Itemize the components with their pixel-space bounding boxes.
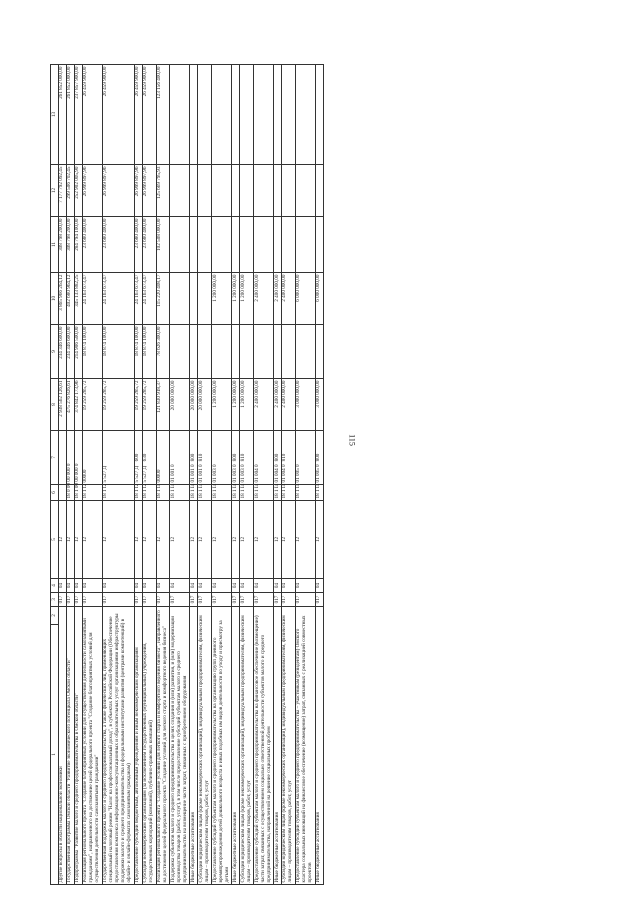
row-value-cell: 1 200 000,00 (240, 273, 254, 325)
row-value-cell: 121 830 918,37 (156, 379, 170, 431)
row-value-cell: 18 1 I4 01 004 0 (254, 485, 274, 501)
row-name-cell: Реализация регионального проекта "Создание благоприятных условий для осуществления деятельности самозанятыми гражданами", направленного на достижение целей федерального проекта "Создание благоприятных условий для осуществления деятельности самозанятыми гражданами" (82, 607, 102, 885)
budget-table (50, 64, 324, 885)
row-value-cell (212, 165, 232, 217)
header-cell: 5 (51, 501, 59, 579)
row-value-cell: 18 1 I4 01 003 0 (212, 485, 232, 501)
row-name-cell: Подпрограмма "Развитие малого и среднего предпринимательства в Омской области" (74, 607, 82, 885)
row-value-cell (58, 431, 66, 485)
row-value-cell (281, 65, 295, 165)
row-value-cell: 017 (190, 593, 198, 607)
row-value-cell: 1 200 000,00 (212, 273, 232, 325)
row-value-cell: 26 459 900,00 (82, 65, 102, 165)
row-value-cell: 18 874 100,00 (102, 325, 134, 379)
row-value-cell: 810 (240, 431, 254, 485)
row-value-cell: 26 999 897,96 (134, 165, 142, 217)
row-value-cell (274, 165, 282, 217)
row-value-cell (190, 273, 198, 325)
row-value-cell: 18 1 I4 01 001 0 (198, 485, 212, 501)
table-row (232, 65, 240, 885)
header-cell: 11 (51, 217, 59, 273)
row-value-cell: 12 (170, 501, 190, 579)
row-value-cell (170, 165, 190, 217)
row-value-cell (232, 165, 240, 217)
row-value-cell: 2 400 000,00 (274, 379, 282, 431)
row-name-cell: Предоставление субсидий субъектам малого и среднего предпринимательства – участникам (резидентам) Омского кластера социальных инноваций на финансовое обеспечение (возмещение) затрат, связанных с реализацией совместных проектов (295, 607, 315, 885)
row-value-cell (240, 165, 254, 217)
row-value-cell (58, 485, 66, 501)
row-name-cell: Предоставление субсидий субъектам малого и среднего предпринимательства на финансовое обеспечение (возмещение) части затрат, связанных с осуществлением социально ответственной деятельности субъектов малого и среднего предпринимательства, направленной на решение социальных проблем (254, 607, 274, 885)
row-value-cell: 18 0 00 00 000 0 (66, 463, 73, 499)
rotated-table-wrapper (50, 65, 640, 885)
row-name-cell: Государственная программа Омской области "Развитие экономического потенциала Омской области" (66, 607, 74, 885)
table-row (156, 65, 170, 885)
row-value-cell: 810 (198, 431, 212, 485)
row-value-cell (190, 217, 198, 273)
row-value-cell: 2 400 000,00 (254, 273, 274, 325)
row-value-cell (274, 65, 282, 165)
row-value-cell: 26 459 900,00 (102, 65, 134, 165)
row-value-cell: 374 842 173,96 (74, 379, 82, 431)
row-name-cell: Субсидии юридическим лицам (кроме некоммерческих организаций), индивидуальным предпринимателям, физическим лицам – производителям товаров, работ, услуг (281, 607, 295, 885)
row-value-cell: 402 680 964,12 (66, 273, 74, 325)
row-value-cell: 261 852 000,00 (58, 65, 66, 165)
row-value-cell: 18 1 I2 5 527 Д (142, 485, 156, 501)
row-value-cell: 04 (190, 579, 198, 593)
row-value-cell: 04 (170, 579, 190, 593)
row-value-cell: 017 (156, 593, 170, 607)
row-value-cell: 2 400 000,00 (281, 379, 295, 431)
row-value-cell: 630 (142, 431, 156, 485)
row-name-cell: Иные бюджетные ассигнования (190, 607, 198, 885)
row-value-cell (281, 217, 295, 273)
table-row (315, 65, 323, 885)
row-value-cell: 12 (254, 501, 274, 579)
row-value-cell: 18 874 100,00 (134, 325, 142, 379)
row-value-cell: 284 794 100,00 (74, 217, 82, 273)
row-value-cell: 18 1 I4 00000 (156, 485, 170, 501)
row-value-cell (281, 325, 295, 379)
row-name-cell: Предоставление субсидий субъектам малого и среднего предпринимательства на организацию групп дневного времяпрепровождения детей дошкольного возраста и иных подобных им видов деятельности по уходу и присмотру за детьми (212, 607, 232, 885)
row-value-cell (198, 165, 212, 217)
row-value-cell: 24 163 673,47 (142, 273, 156, 325)
row-value-cell (295, 325, 315, 379)
row-value-cell: 017 (66, 593, 74, 607)
row-value-cell (190, 165, 198, 217)
row-value-cell (198, 217, 212, 273)
table-row (170, 65, 190, 885)
row-name-cell: Предоставление субсидий бюджетным, автономным учреждениям и иным некоммерческим организациям (134, 607, 142, 885)
row-value-cell: 18 874 100,00 (142, 325, 156, 379)
header-cell: 10 (51, 273, 59, 325)
row-value-cell: 125 669 795,93 (156, 165, 170, 217)
row-value-cell: 18 1 I4 01 004 0 (281, 485, 295, 501)
header-cell: 1 (51, 625, 59, 885)
table-row (281, 65, 295, 885)
row-name-cell: Реализация регионального проекта "Создание условий для легкого старта и комфортного ведения бизнеса", направленного на достижение целей федерального проекта "Создание условий для легкого старта и комфортного ведения бизнеса" (156, 607, 170, 885)
row-value-cell: 04 (281, 579, 295, 593)
table-row (198, 65, 212, 885)
row-value-cell: 017 (281, 593, 295, 607)
row-value-cell: 26 459 900,00 (142, 65, 156, 165)
row-value-cell: 261 852 000,00 (66, 65, 74, 165)
row-value-cell: 12 (82, 501, 102, 579)
row-value-cell: 78 626 300,00 (156, 325, 170, 379)
row-value-cell: 12 (102, 501, 134, 579)
row-value-cell: 3 000 000,00 (295, 379, 315, 431)
row-value-cell (212, 65, 232, 165)
row-value-cell (232, 217, 240, 273)
row-value-cell (295, 217, 315, 273)
row-value-cell (254, 65, 274, 165)
page-number: 115 (347, 434, 357, 446)
row-value-cell: 252 902 005,90 (74, 165, 82, 217)
row-value-cell: 12 (66, 501, 74, 579)
row-value-cell: 23 680 400,00 (134, 217, 142, 273)
row-value-cell: 12 (142, 501, 156, 579)
row-value-cell: 1 200 000,00 (240, 379, 254, 431)
row-value-cell: 7 177 792 092,45 (58, 165, 66, 217)
row-value-cell: 04 (240, 579, 254, 593)
row-value-cell: 800 (315, 431, 323, 485)
row-value-cell: 017 (315, 593, 323, 607)
row-value-cell: 18 1 00 00 000 0 (74, 463, 81, 499)
row-value-cell: 18 1 I4 01 001 0 (170, 485, 190, 501)
row-value-cell (274, 325, 282, 379)
row-value-cell: 19 259 285,72 (142, 379, 156, 431)
table-row (240, 65, 254, 885)
row-value-cell: 19 259 285,72 (102, 379, 134, 431)
row-value-cell (240, 65, 254, 165)
row-value-cell: 20 000 000,00 (170, 379, 190, 431)
row-value-cell: 24 163 673,47 (102, 273, 134, 325)
row-value-cell: 04 (142, 579, 156, 593)
row-value-cell: 20 000 000,00 (190, 379, 198, 431)
row-value-cell: 12 (156, 501, 170, 579)
row-value-cell (232, 325, 240, 379)
row-value-cell: 20 000 000,00 (198, 379, 212, 431)
row-value-cell: 12 (315, 501, 323, 579)
row-name-cell: Иные бюджетные ассигнования (315, 607, 323, 885)
row-value-cell: 12 (198, 501, 212, 579)
row-value-cell (170, 273, 190, 325)
row-value-cell: 800 (232, 431, 240, 485)
row-value-cell: 04 (134, 579, 142, 593)
row-value-cell: 2 400 000,00 (274, 273, 282, 325)
row-value-cell: 04 (74, 579, 82, 593)
row-value-cell: 12 (240, 501, 254, 579)
row-value-cell (190, 325, 198, 379)
row-value-cell: 04 (156, 579, 170, 593)
row-name-cell: Иные бюджетные ассигнования (232, 607, 240, 885)
row-value-cell (170, 65, 190, 165)
row-value-cell: 1 200 000,00 (212, 379, 232, 431)
row-value-cell: 12 (212, 501, 232, 579)
row-value-cell: 04 (102, 579, 134, 593)
row-value-cell: 123 156 400,00 (156, 65, 170, 165)
row-value-cell: 017 (212, 593, 232, 607)
row-value-cell: 04 (82, 579, 102, 593)
table-row (134, 65, 142, 885)
row-value-cell: 1 200 000,00 (232, 273, 240, 325)
row-value-cell (254, 165, 274, 217)
row-value-cell: 18 1 I2 5 527 Д (134, 465, 141, 499)
row-value-cell: 017 (254, 593, 274, 607)
table-row (212, 65, 232, 885)
row-value-cell: 017 (58, 593, 66, 607)
row-value-cell: 1 200 000,00 (232, 379, 240, 431)
row-value-cell (170, 217, 190, 273)
row-value-cell (232, 65, 240, 165)
row-value-cell: 23 680 400,00 (102, 217, 134, 273)
row-value-cell: 19 259 285,72 (134, 379, 142, 431)
row-value-cell: 017 (295, 593, 315, 607)
row-value-cell: 18 1 I4 01 004 0 (273, 464, 280, 499)
row-value-cell: 18 1 I2 5 527 Д (102, 485, 134, 501)
row-value-cell: 04 (198, 579, 212, 593)
row-value-cell: 3 000 000,00 (315, 379, 323, 431)
table-row (254, 65, 274, 885)
row-value-cell: 12 (190, 501, 198, 579)
row-value-cell (315, 65, 323, 165)
row-value-cell (198, 65, 212, 165)
row-value-cell: 017 (232, 593, 240, 607)
row-value-cell (198, 273, 212, 325)
row-name-cell: Субсидии юридическим лицам (кроме некоммерческих организаций), индивидуальным предпринимателям, физическим лицам – производителям товаров, работ, услуг (198, 607, 212, 885)
row-value-cell: 04 (58, 579, 66, 593)
row-value-cell: 12 (232, 501, 240, 579)
table-row (190, 65, 198, 885)
header-cell: 2 (51, 607, 59, 625)
row-name-cell: Другие вопросы в области национальной экономики (58, 607, 66, 885)
row-value-cell (198, 325, 212, 379)
row-name-cell: Поддержка субъектов малого и среднего предпринимательства в целях создания и (или) развития, и (или) модернизации производства товаров (работ, услуг), в том числе предоставление субсидий субъектам малого и среднего предпринимательства на возмещение части затрат, связанных с приобретением оборудования (170, 607, 190, 885)
row-value-cell: 017 (102, 593, 134, 607)
header-cell: 3 (51, 593, 59, 607)
row-value-cell: 19 259 285,72 (82, 379, 102, 431)
table-row (82, 65, 102, 885)
row-value-cell: 475 276 826,61 (66, 379, 74, 431)
table-body (58, 65, 323, 885)
row-value-cell: 017 (74, 593, 82, 607)
table-row (295, 65, 315, 885)
row-value-cell (190, 65, 198, 165)
row-value-cell: 234 346 600,00 (58, 325, 66, 379)
row-value-cell: 237 857 900,00 (74, 65, 82, 165)
header-cell: 6 (51, 485, 59, 501)
row-value-cell: 24 163 673,47 (134, 273, 142, 325)
row-value-cell: 12 (58, 501, 66, 579)
row-value-cell: 12 (295, 501, 315, 579)
row-value-cell (281, 165, 295, 217)
row-value-cell: 18 1 I2 00000 (82, 485, 102, 501)
row-value-cell (315, 325, 323, 379)
row-value-cell: 12 (274, 501, 282, 579)
row-value-cell: 308 798 200,00 (66, 217, 74, 273)
row-value-cell: 017 (240, 593, 254, 607)
row-value-cell: 2 400 000,00 (254, 379, 274, 431)
row-value-cell: 12 (74, 501, 82, 579)
row-value-cell: 24 163 673,47 (82, 273, 102, 325)
row-value-cell (240, 325, 254, 379)
table-row (102, 65, 134, 885)
row-value-cell (212, 217, 232, 273)
header-cell: 4 (51, 579, 59, 593)
header-cell: 12 (51, 165, 59, 217)
row-value-cell: 234 346 600,00 (66, 325, 74, 379)
row-value-cell: 017 (274, 593, 282, 607)
row-value-cell: 12 (281, 501, 295, 579)
header-cell: 7 (51, 431, 59, 485)
row-value-cell: 214 906 500,00 (74, 325, 82, 379)
row-value-cell: 800 (274, 431, 282, 485)
row-value-cell: 23 680 400,00 (82, 217, 102, 273)
row-value-cell: 2 938 562 126,61 (58, 379, 66, 431)
header-cell: 8 (51, 379, 59, 431)
row-value-cell: 017 (82, 593, 102, 607)
row-value-cell: 04 (66, 579, 74, 593)
row-value-cell (315, 217, 323, 273)
row-value-cell: 115 220 408,17 (156, 273, 170, 325)
row-value-cell: 6 000 000,00 (315, 273, 323, 325)
row-value-cell: 26 999 897,96 (142, 165, 156, 217)
table-row (142, 65, 156, 885)
row-value-cell: 04 (254, 579, 274, 593)
row-value-cell: 12 (134, 501, 142, 579)
row-value-cell: 26 999 897,96 (102, 165, 134, 217)
row-value-cell: 18 874 100,00 (82, 325, 102, 379)
row-value-cell: 18 1 I4 01 005 0 (315, 464, 322, 499)
row-value-cell (295, 65, 315, 165)
row-value-cell: 18 1 I4 01 001 0 (189, 464, 196, 499)
row-value-cell: 299 506 702,45 (66, 165, 74, 217)
table-header (51, 65, 59, 885)
row-name-cell: Государственная поддержка малого и среднего предпринимательства, а также физических лиц, применяющих специальный налоговый режим "Налог на профессиональный доход", в субъектах Российской Федерации (Обеспечение предоставления комплекса информационно-консультационных и образовательных услуг организациями инфраструктуры поддержки малого и среднего предпринимательства и федеральными институтами развития (центрами компетенций) в офлайн- и онлайн-форматах самозанятым гражданам) (102, 607, 134, 885)
row-value-cell: 23 680 400,00 (142, 217, 156, 273)
row-value-cell: 017 (198, 593, 212, 607)
row-value-cell: 18 1 I4 01 003 0 (231, 464, 238, 499)
row-value-cell: 017 (142, 593, 156, 607)
row-value-cell: 102 508 000,00 (156, 217, 170, 273)
row-value-cell: 04 (232, 579, 240, 593)
row-value-cell: 26 999 897,96 (82, 165, 102, 217)
row-value-cell (254, 217, 274, 273)
row-value-cell (274, 217, 282, 273)
row-value-cell: 04 (212, 579, 232, 593)
row-value-cell: 600 (134, 431, 142, 485)
row-name-cell: Субсидии некоммерческим организациям (за исключением государственных (муниципальных) учреждений, государственных корпораций (компаний), публично-правовых компаний) (142, 607, 156, 885)
row-value-cell (254, 325, 274, 379)
row-value-cell: 18 1 I4 01 005 0 (295, 485, 315, 501)
row-value-cell: 26 459 900,00 (134, 65, 142, 165)
header-cell: 13 (51, 65, 59, 165)
row-value-cell: 810 (281, 431, 295, 485)
row-name-cell: Субсидии юридическим лицам (кроме некоммерческих организаций), индивидуальным предпринимателям, физическим лицам – производителям товаров, работ, услуг (240, 607, 254, 885)
row-value-cell (295, 165, 315, 217)
row-value-cell (212, 325, 232, 379)
row-name-cell: Иные бюджетные ассигнования (274, 607, 282, 885)
row-value-cell: 04 (295, 579, 315, 593)
row-value-cell: 3 865 966 264,12 (58, 273, 66, 325)
row-value-cell: 308 798 200,00 (58, 217, 66, 273)
row-value-cell: 04 (274, 579, 282, 593)
row-value-cell: 18 1 I4 01 003 0 (240, 485, 254, 501)
row-value-cell: 345 133 882,25 (74, 273, 82, 325)
row-value-cell (240, 217, 254, 273)
row-value-cell: 017 (170, 593, 190, 607)
row-value-cell: 6 000 000,00 (295, 273, 315, 325)
row-value-cell: 800 (190, 431, 198, 485)
row-value-cell: 017 (134, 593, 142, 607)
row-value-cell: 04 (315, 579, 323, 593)
header-cell: 9 (51, 325, 59, 379)
row-value-cell (315, 165, 323, 217)
row-value-cell: 2 400 000,00 (281, 273, 295, 325)
row-value-cell (170, 325, 190, 379)
